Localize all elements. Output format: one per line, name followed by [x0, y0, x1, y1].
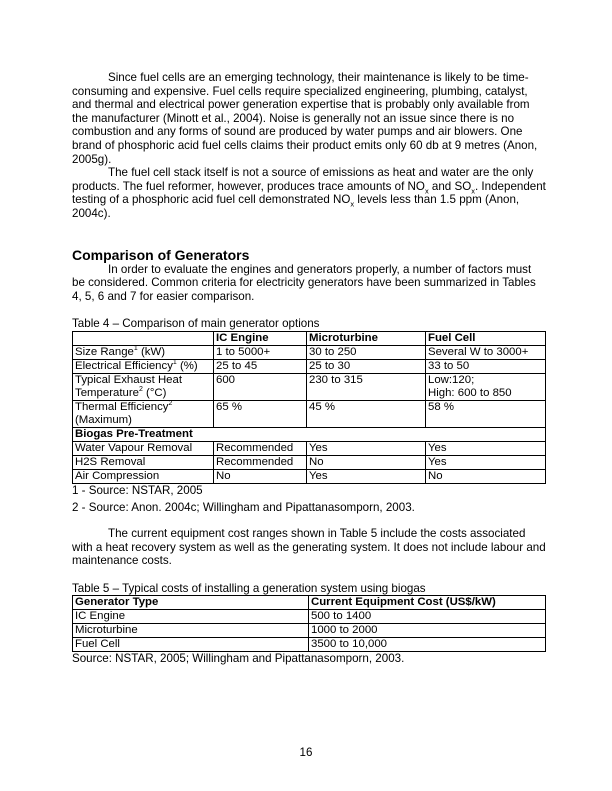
paragraph-fuel-cell-emissions: [72, 166, 546, 220]
table-cell: Yes: [426, 455, 546, 469]
table4-comparison: [72, 331, 546, 484]
table-cell: Low:120; High: 600 to 850: [426, 373, 546, 400]
emissions-text-d: levels less than 1.5 ppm (Anon, 2004c).: [72, 193, 520, 220]
table-row: [73, 455, 546, 469]
table4-note-2: 2 - Source: Anon. 2004c; Willingham and Pipattanasomporn, 2003.: [72, 500, 415, 514]
table-cell: 25 to 45: [214, 359, 307, 373]
table-cell: 500 to 1400: [309, 610, 546, 624]
table-cell: No: [426, 469, 546, 483]
table-header-row: [73, 596, 546, 610]
table5-caption: Table 5 – Typical costs of installing a generation system using biogas: [72, 581, 426, 595]
table-row: [73, 469, 546, 483]
table-cell: 65 %: [214, 400, 307, 427]
subscript-x: x: [471, 186, 475, 196]
table-cell: Several W to 3000+: [426, 345, 546, 359]
row-label: Typical Exhaust Heat Temperature$^2$ (°C): [73, 373, 214, 400]
table-cell: Yes: [307, 469, 426, 483]
row-label: Thermal Efficiency$^2$ (Maximum): [73, 400, 214, 427]
page-number: 16: [299, 746, 313, 759]
table-header-cell: Generator Type: [73, 596, 309, 610]
table-row: [73, 359, 546, 373]
emissions-text-b: and SO: [428, 179, 472, 193]
table-cell: IC Engine: [73, 610, 309, 624]
row-label: Electrical Efficiency$^1$ (%): [73, 359, 214, 373]
table-cell: 45 %: [307, 400, 426, 427]
table-cell: No: [214, 469, 307, 483]
paragraph-fuel-cell-maintenance: Since fuel cells are an emerging technology, their maintenance is likely to be time-consuming and expensive. Fuel cells require specialized engineering, plumbing, catalyst, and thermal and electrical power generation expertise that is probably only available from the manufacturer (Minott et al., 2004). Noise is generally not an issue since there is no combustion and any forms of sound are produced by water pumps and air blowers. One brand of phosphoric acid fuel cells claims their product emits only 60 db at 9 metres (Anon, 2005g).: [72, 71, 538, 166]
table-header-cell: Current Equipment Cost (US$/kW): [309, 596, 546, 610]
table-row: [73, 441, 546, 455]
table4-note-1: 1 - Source: NSTAR, 2005: [72, 483, 203, 497]
table-cell: 600: [214, 373, 307, 400]
table-section-row: [73, 427, 546, 441]
row-label: Air Compression: [73, 469, 214, 483]
table-row: [73, 400, 546, 427]
emissions-text-a: The fuel cell stack itself is not a source of emissions as heat and water are the only products. The fuel reformer, however, produces trace amounts of NO: [72, 166, 534, 193]
table4-caption: Table 4 – Comparison of main generator options: [72, 317, 320, 331]
row-label: Water Vapour Removal: [73, 441, 214, 455]
table-cell: Fuel Cell: [73, 638, 309, 652]
table5-costs: [72, 595, 546, 652]
table-cell: Recommended: [214, 441, 307, 455]
table-cell: Yes: [426, 441, 546, 455]
table-row: [73, 345, 546, 359]
table-cell: 30 to 250: [307, 345, 426, 359]
table-header-cell: Microturbine: [307, 331, 426, 345]
table5-source: Source: NSTAR, 2005; Willingham and Pipattanasomporn, 2003.: [72, 652, 405, 666]
row-label: H2S Removal: [73, 455, 214, 469]
table-cell: 25 to 30: [307, 359, 426, 373]
table-cell: 1 to 5000+: [214, 345, 307, 359]
table-cell: 230 to 315: [307, 373, 426, 400]
table-row: [73, 373, 546, 400]
table-cell: 58 %: [426, 400, 546, 427]
table-cell: Yes: [307, 441, 426, 455]
subscript-x: x: [424, 186, 429, 196]
paragraph-equipment-cost: The current equipment cost ranges shown in Table 5 include the costs associated with a heat recovery system as well as the generating system. It does not include labour and maintenance costs.: [72, 527, 546, 568]
section-title: Comparison of Generators: [72, 246, 250, 263]
table-header-cell: [73, 331, 214, 345]
table-header-cell: Fuel Cell: [426, 331, 546, 345]
row-label: Size Range$^1$ (kW): [73, 345, 214, 359]
table-row: [73, 638, 546, 652]
biogas-pretreatment-header: Biogas Pre-Treatment: [73, 427, 546, 441]
page-content: [72, 71, 546, 666]
paragraph-evaluation: In order to evaluate the engines and generators properly, a number of factors must be considered. Common criteria for electricity generators have been summarized in Tables 4, 5, 6 and 7 for easier comparison.: [72, 262, 536, 303]
table-cell: 33 to 50: [426, 359, 546, 373]
table-cell: No: [307, 455, 426, 469]
table-cell: Microturbine: [73, 624, 309, 638]
emissions-text-c: . Independent testing of a phosphoric acid fuel cell demonstrated NO: [72, 179, 546, 207]
table-row: [73, 624, 546, 638]
table-header-cell: IC Engine: [214, 331, 307, 345]
table-row: [73, 610, 546, 624]
table-cell: Recommended: [214, 455, 307, 469]
subscript-x: x: [350, 199, 355, 209]
table-header-row: [73, 331, 546, 345]
table-cell: 3500 to 10,000: [309, 638, 546, 652]
table-cell: 1000 to 2000: [309, 624, 546, 638]
